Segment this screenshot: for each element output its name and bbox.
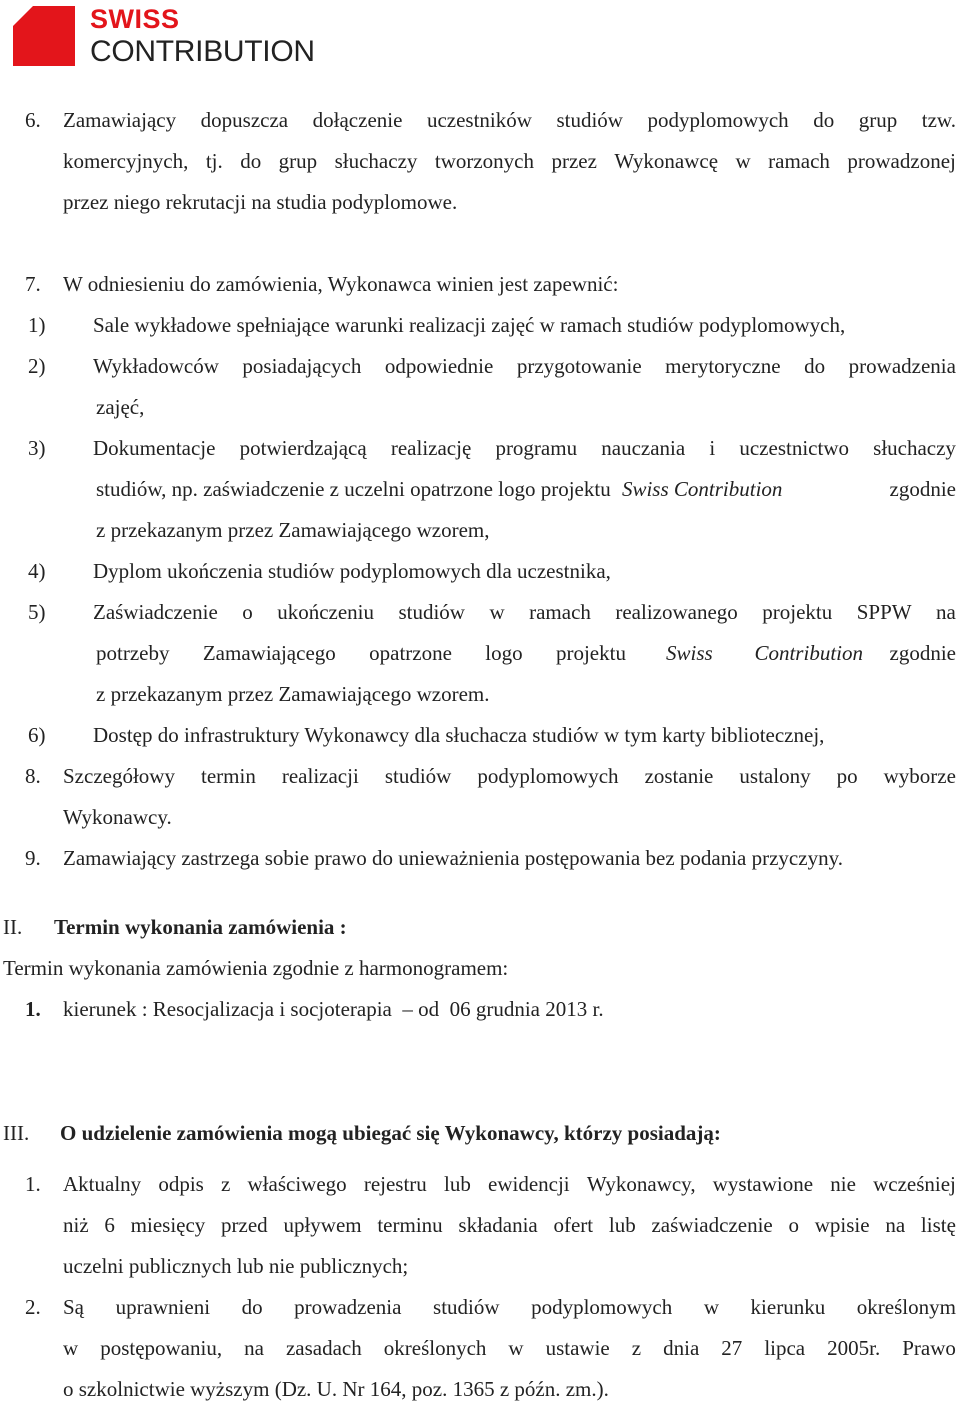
swiss-contribution-logo	[13, 6, 333, 70]
section-3-item-1-number: 1.	[25, 1172, 41, 1196]
p8-line2: Wykonawcy.	[63, 805, 172, 829]
project-name-italic: Swiss Contribution	[666, 641, 863, 665]
list-item-3-line3: z przekazanym przez Zamawiającego wzorem,	[96, 518, 490, 542]
p6-line2: komercyjnych, tj. do grup słuchaczy tworzonych przez Wykonawcę w ramach prowadzonej	[63, 149, 956, 173]
list-item-4-text: Dyplom ukończenia studiów podyplomowych dla uczestnika,	[93, 559, 611, 583]
list-item-1-text: Sale wykładowe spełniające warunki realizacji zajęć w ramach studiów podyplomowych,	[93, 313, 846, 337]
list-item-5-line2-end: zgodnie	[889, 641, 956, 665]
list-item-1-number: 1)	[28, 313, 46, 337]
list-item-3-number: 3)	[28, 436, 46, 460]
section-3-item-2-line1: Są uprawnieni do prowadzenia studiów podyplomowych w kierunku określonym	[63, 1295, 956, 1319]
list-item-3-line1: Dokumentacje potwierdzającą realizację programu nauczania i uczestnictwo słuchaczy	[93, 436, 956, 460]
section-2-item-text: kierunek : Resocjalizacja i socjoterapia – od 06 grudnia 2013 r.	[63, 997, 604, 1021]
p7-number: 7.	[25, 272, 41, 296]
section-3-item-2-number: 2.	[25, 1295, 41, 1319]
p8-line1: Szczegółowy termin realizacji studiów podyplomowych zostanie ustalony po wyborze	[63, 764, 956, 788]
list-item-5-line2-text: potrzeby Zamawiającego opatrzone logo projektu	[96, 641, 626, 665]
logo-red-square	[13, 6, 75, 66]
p6-line3: przez niego rekrutacji na studia podyplomowe.	[63, 190, 458, 214]
list-item-3-line2	[96, 477, 956, 501]
list-item-3-line2-text: studiów, np. zaświadczenie z uczelni opatrzone logo projektu	[96, 477, 611, 501]
section-3-item-2-line2: w postępowaniu, na zasadach określonych w ustawie z dnia 27 lipca 2005r. Prawo	[63, 1336, 956, 1360]
list-item-6-number: 6)	[28, 723, 46, 747]
list-item-2-line2: zajęć,	[96, 395, 145, 419]
p7-intro: W odniesieniu do zamówienia, Wykonawca winien jest zapewnić:	[63, 272, 619, 296]
p9-number: 9.	[25, 846, 41, 870]
logo-text-swiss: SWISS	[90, 4, 180, 34]
p9-line1: Zamawiający zastrzega sobie prawo do unieważnienia postępowania bez podania przyczyny.	[63, 846, 843, 870]
section-2-item-number: 1.	[25, 997, 41, 1021]
p6-number: 6.	[25, 108, 41, 132]
section-3-title: O udzielenie zamówienia mogą ubiegać się Wykonawcy, którzy posiadają:	[60, 1121, 721, 1145]
section-3-number: III.	[3, 1121, 30, 1145]
project-name-italic: Swiss Contribution	[621, 477, 783, 501]
p8-number: 8.	[25, 764, 41, 788]
list-item-2-number: 2)	[28, 354, 46, 378]
list-item-4-number: 4)	[28, 559, 46, 583]
section-2-number: II.	[3, 915, 23, 939]
section-2-text: Termin wykonania zamówienia zgodnie z harmonogramem:	[3, 956, 509, 980]
list-item-2-line1: Wykładowców posiadających odpowiednie przygotowanie merytoryczne do prowadzenia	[93, 354, 956, 378]
list-item-5-line1: Zaświadczenie o ukończeniu studiów w ramach realizowanego projektu SPPW na	[93, 600, 956, 624]
section-3-item-2-line3: o szkolnictwie wyższym (Dz. U. Nr 164, poz. 1365 z późn. zm.).	[63, 1377, 609, 1401]
list-item-5-line3: z przekazanym przez Zamawiającego wzorem.	[96, 682, 490, 706]
section-3-item-1-line1: Aktualny odpis z właściwego rejestru lub ewidencji Wykonawcy, wystawione nie wcześniej	[63, 1172, 956, 1196]
section-2-title: Termin wykonania zamówienia :	[54, 915, 347, 939]
list-item-6-text: Dostęp do infrastruktury Wykonawcy dla słuchacza studiów w tym karty bibliotecznej,	[93, 723, 825, 747]
list-item-5-number: 5)	[28, 600, 46, 624]
section-3-item-1-line2: niż 6 miesięcy przed upływem terminu składania ofert lub zaświadczenie o wpisie na listę	[63, 1213, 956, 1237]
p6-line1: Zamawiający dopuszcza dołączenie uczestników studiów podyplomowych do grup tzw.	[63, 108, 956, 132]
section-3-item-1-line3: uczelni publicznych lub nie publicznych;	[63, 1254, 409, 1278]
logo-text-contribution: CONTRIBUTION	[90, 35, 315, 68]
list-item-3-line2-end: zgodnie	[889, 477, 956, 501]
